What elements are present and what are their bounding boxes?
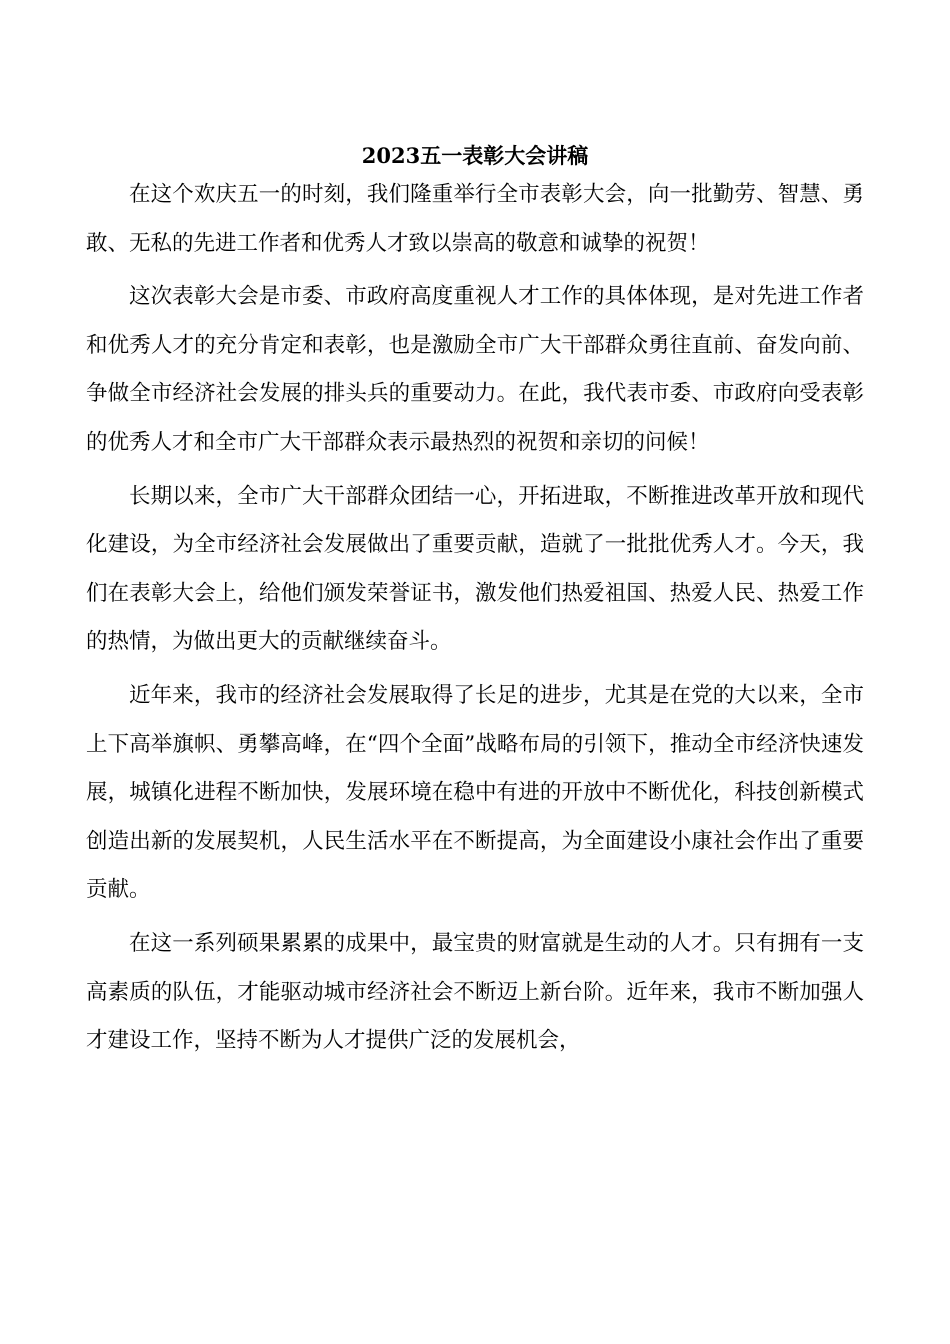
paragraph-4: 近年来，我市的经济社会发展取得了长足的进步，尤其是在党的大以来，全市上下高举旗帜、勇攀高峰，在“四个全面”战略布局的引领下，推动全市经济快速发展，城镇化进程不断加快，发展环境在稳中有进的开放中不断优化，科技创新模式创造出新的发展契机，人民生活水平在不断提高，为全面建设小康社会作出了重要贡献。: [86, 682, 864, 903]
paragraph-5: 在这一系列硕果累累的成果中，最宝贵的财富就是生动的人才。只有拥有一支高素质的队伍，才能驱动城市经济社会不断迈上新台阶。近年来，我市不断加强人才建设工作，坚持不断为人才提供广泛的发展机会，: [86, 930, 864, 1054]
paragraph-3: 长期以来，全市广大干部群众团结一心，开拓进取，不断推进改革开放和现代化建设，为全市经济社会发展做出了重要贡献，造就了一批批优秀人才。今天，我们在表彰大会上，给他们颁发荣誉证书，激发他们热爱祖国、热爱人民、热爱工作的热情，为做出更大的贡献继续奋斗。: [86, 483, 864, 655]
paragraph-1: 在这个欢庆五一的时刻，我们隆重举行全市表彰大会，向一批勤劳、智慧、勇敢、无私的先进工作者和优秀人才致以崇高的敬意和诚挚的祝贺！: [86, 182, 864, 256]
paragraph-2: 这次表彰大会是市委、市政府高度重视人才工作的具体体现，是对先进工作者和优秀人才的充分肯定和表彰，也是激励全市广大干部群众勇往直前、奋发向前、争做全市经济社会发展的排头兵的重要动力。在此，我代表市委、市政府向受表彰的优秀人才和全市广大干部群众表示最热烈的祝贺和亲切的问候！: [86, 284, 864, 455]
document-body: [86, 166, 864, 1066]
document-title: 2023五一表彰大会讲稿: [361, 143, 589, 168]
